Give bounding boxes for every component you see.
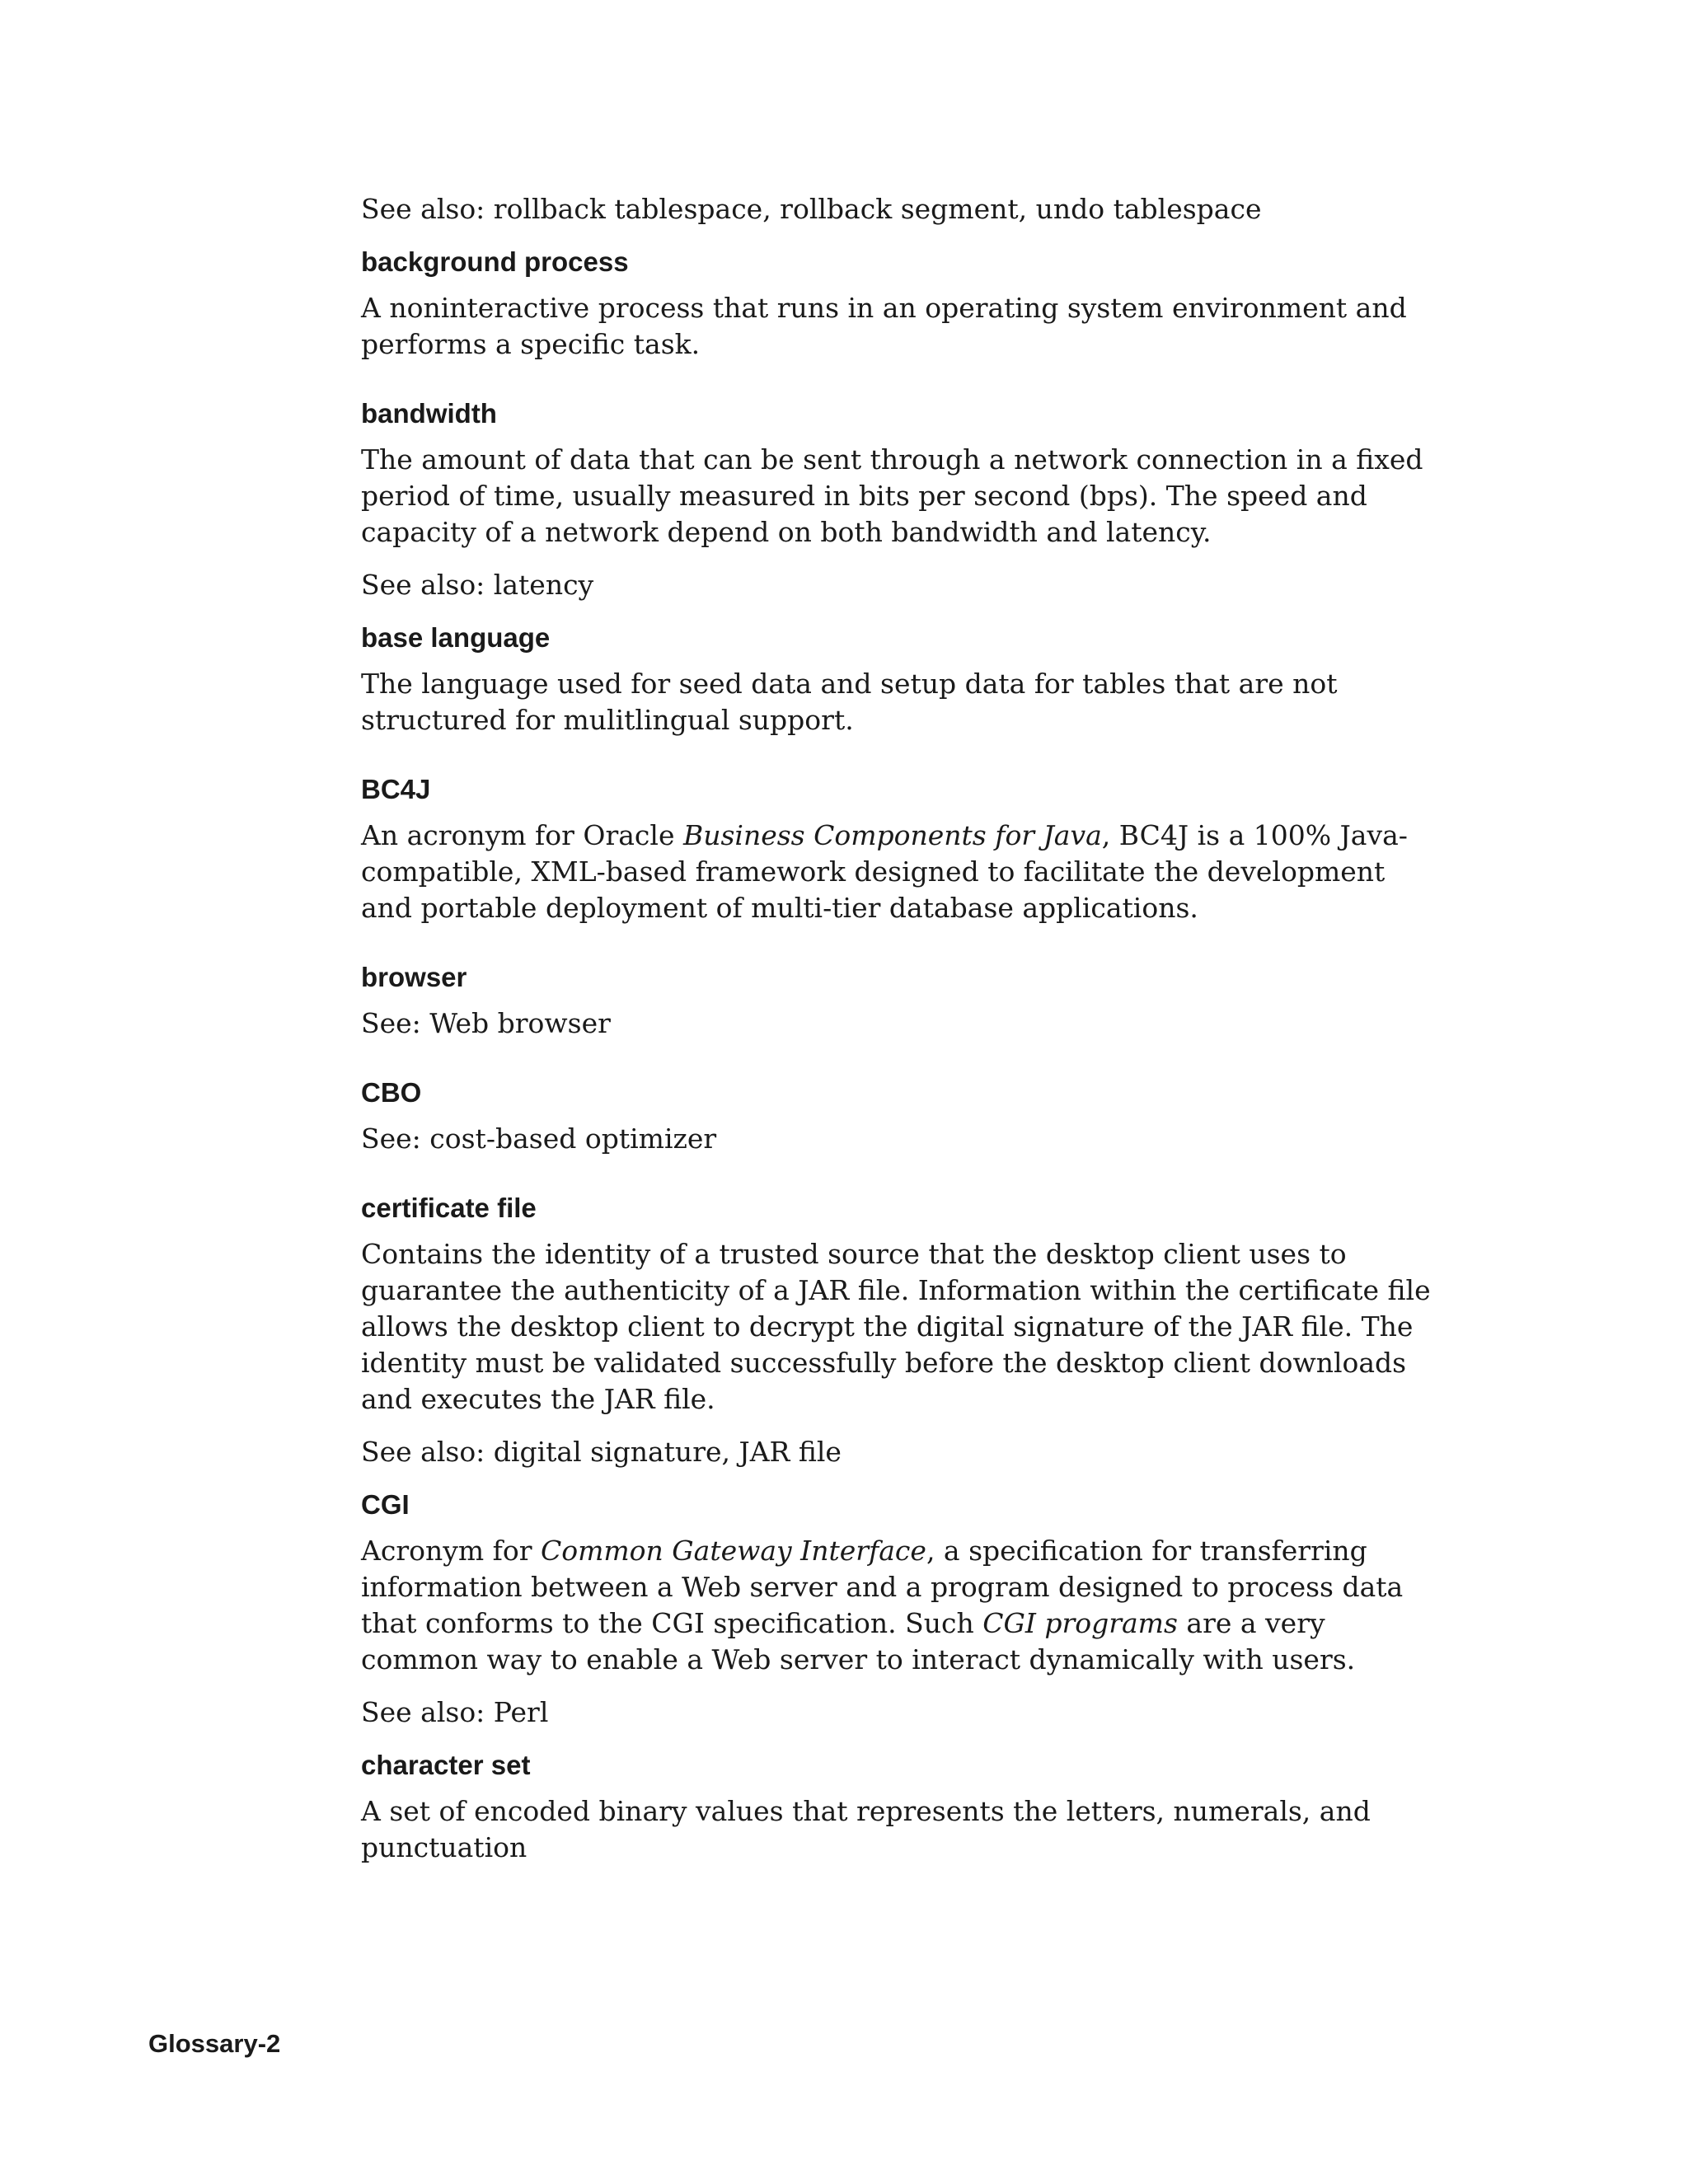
- definition-text: , BC4J is a 100% Java-compatible, XML-based framework designed to facilitate the development and portable deployment of multi-tier database applications.: [361, 819, 1408, 924]
- definition-text: The language used for seed data and setup data for tables that are not structured for mulitlingual support.: [361, 668, 1338, 736]
- definition-text: Contains the identity of a trusted source that the desktop client uses to guarantee the authenticity of a JAR file. Information within the certificate file allows the desktop client to decrypt the digital signature of the JAR file. The identity must be validated successfully before the desktop client downloads and executes the JAR file.: [361, 1238, 1431, 1415]
- glossary-term: background process: [361, 246, 629, 277]
- glossary-term: CGI: [361, 1489, 410, 1520]
- glossary-term: browser: [361, 962, 467, 992]
- glossary-definition: [361, 666, 1432, 738]
- definition-text: Acronym for: [361, 1535, 541, 1567]
- glossary-definition: [361, 1533, 1432, 1678]
- italic-term: CGI programs: [982, 1607, 1178, 1639]
- glossary-definition: [361, 818, 1432, 926]
- see-also-reference: See also: rollback tablespace, rollback segment, undo tablespace: [361, 193, 1262, 225]
- definition-text: See: Web browser: [361, 1007, 611, 1039]
- glossary-definition: [361, 1005, 1432, 1042]
- glossary-term: base language: [361, 622, 551, 653]
- glossary-term: certificate file: [361, 1193, 537, 1223]
- glossary-definition: [361, 442, 1432, 551]
- glossary-definition: [361, 1121, 1432, 1157]
- definition-text: An acronym for Oracle: [361, 819, 683, 851]
- definition-text: A set of encoded binary values that represents the letters, numerals, and punctuation: [361, 1795, 1371, 1863]
- definition-text: A noninteractive process that runs in an operating system environment and performs a specific task.: [361, 292, 1407, 360]
- definition-text: See: cost-based optimizer: [361, 1122, 717, 1155]
- see-also-reference: See also: digital signature, JAR file: [361, 1436, 842, 1468]
- see-also-reference: See also: Perl: [361, 1696, 549, 1728]
- glossary-definition: [361, 1236, 1432, 1418]
- definition-text: , a specification for transferring information between a Web server and a program designed to process data that conforms to the CGI specification. Such: [361, 1535, 1404, 1639]
- definition-text: The amount of data that can be sent through a network connection in a fixed period of time, usually measured in bits per second (bps). The speed and capacity of a network depend on both bandwidth and latency.: [361, 443, 1423, 548]
- glossary-content: [361, 191, 1432, 1882]
- page-number: Glossary-2: [148, 2029, 281, 2058]
- glossary-term: CBO: [361, 1077, 422, 1108]
- glossary-term: bandwidth: [361, 398, 497, 429]
- glossary-term: character set: [361, 1750, 531, 1780]
- glossary-definition: [361, 290, 1432, 363]
- italic-term: Business Components for Java: [682, 819, 1102, 851]
- glossary-term: BC4J: [361, 774, 431, 804]
- glossary-definition: [361, 1793, 1432, 1866]
- definition-text: are a very common way to enable a Web server to interact dynamically with users.: [361, 1607, 1356, 1675]
- see-also-reference: See also: latency: [361, 569, 594, 601]
- italic-term: Common Gateway Interface: [540, 1535, 926, 1567]
